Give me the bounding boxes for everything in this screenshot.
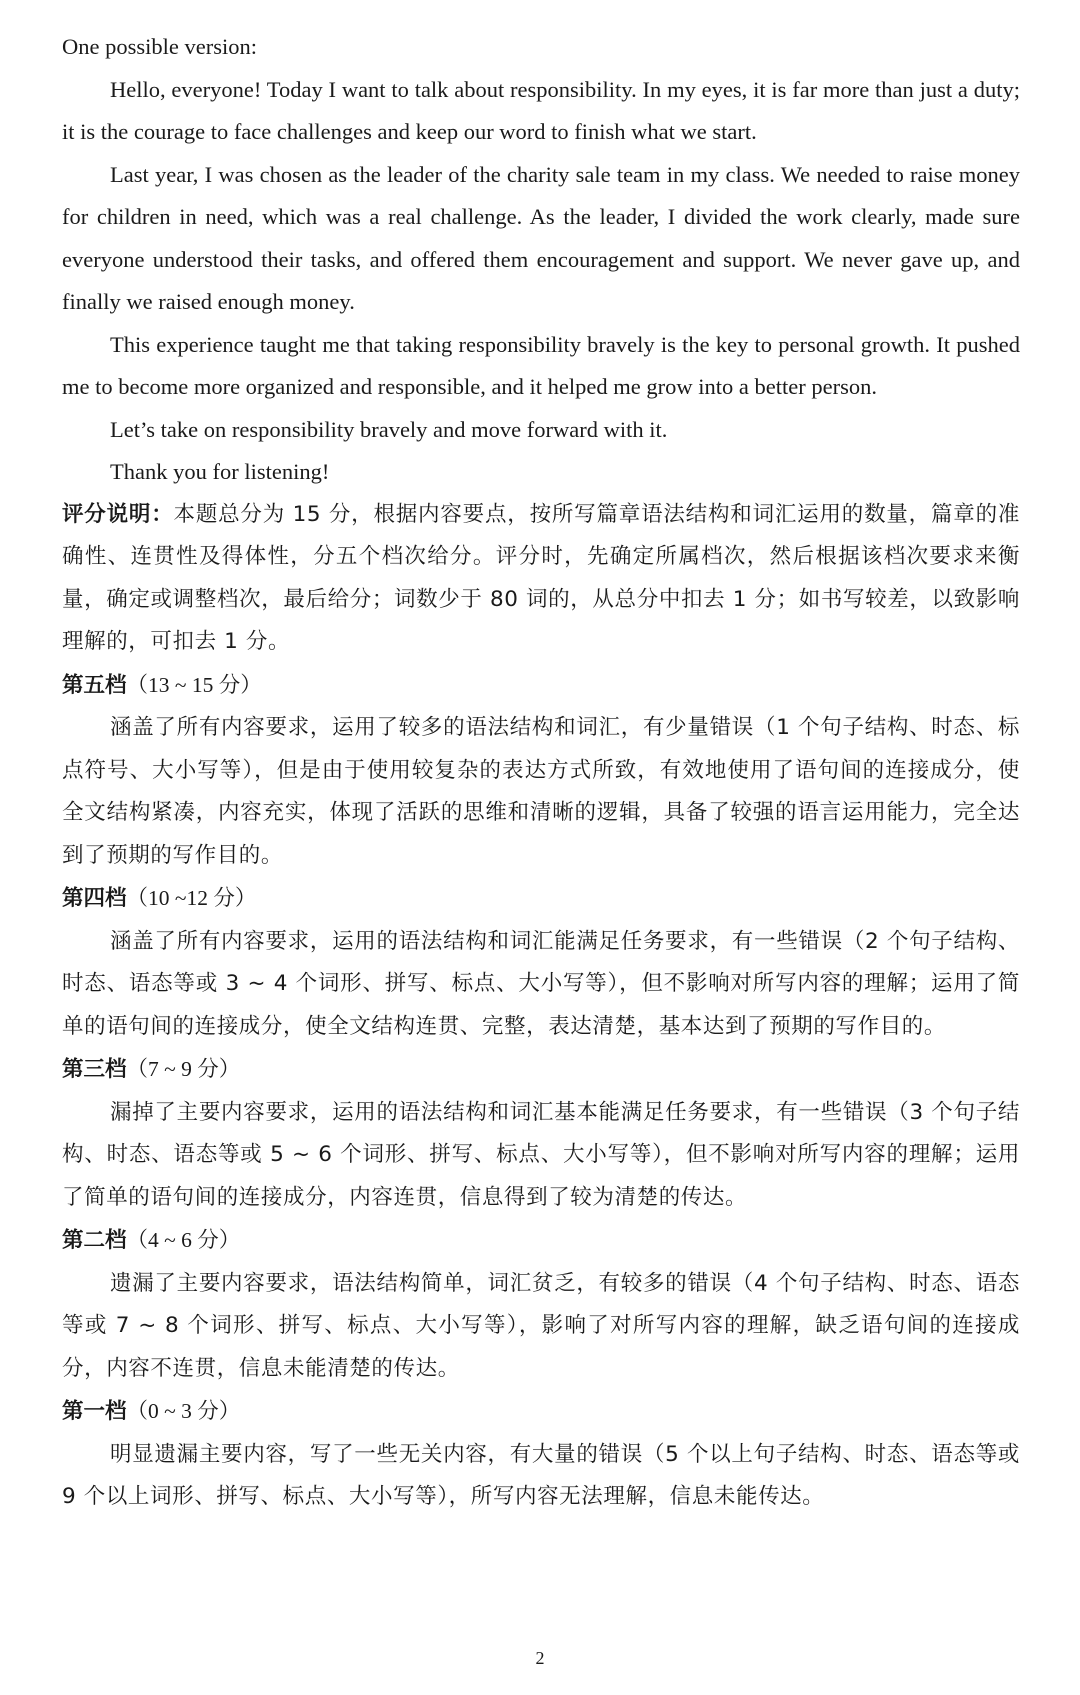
grade-range: （4 ~ 6 分） <box>126 1228 241 1252</box>
scoring-note-label: 评分说明： <box>62 501 174 527</box>
grade-title: 第五档 <box>62 672 127 698</box>
essay-intro-label: One possible version: <box>62 34 257 59</box>
essay-paragraph: This experience taught me that taking responsibility bravely is the key to personal growth. It pushed me to become more organized and responsible, and it helped me grow into a better person. <box>62 331 1020 399</box>
grade-description-3: 漏掉了主要内容要求，运用的语法结构和词汇基本能满足任务要求，有一些错误（3 个句子结构、时态、语态等或 5 ~ 6 个词形、拼写、标点、大小写等），但不影响对所写内容的理解；运用了简单的语句间的连接成分，内容连贯，信息得到了较为清楚的传达。 <box>62 1099 1020 1210</box>
grade-title: 第四档 <box>62 886 127 911</box>
scoring-note <box>62 494 1020 664</box>
grade-heading-1 <box>62 1390 1020 1434</box>
grade-description-4: 涵盖了所有内容要求，运用的语法结构和词汇能满足任务要求，有一些错误（2 个句子结构、时态、语态等或 3 ~ 4 个词形、拼写、标点、大小写等），但不影响对所写内容的理解；运用了简单的语句间的连接成分，使全文结构连贯、完整，表达清楚，基本达到了预期的写作目的。 <box>62 928 1020 1039</box>
grade-heading-2 <box>62 1219 1020 1263</box>
page-content <box>62 26 1020 1519</box>
grade-description-2: 遗漏了主要内容要求，语法结构简单，词汇贫乏，有较多的错误（4 个句子结构、时态、语态等或 7 ~ 8 个词形、拼写、标点、大小写等），影响了对所写内容的理解，缺乏语句间的连接成分，内容不连贯，信息未能清楚的传达。 <box>62 1270 1020 1381</box>
scoring-note-text: 本题总分为 15 分，根据内容要点，按所写篇章语法结构和词汇运用的数量，篇章的准确性、连贯性及得体性，分五个档次给分。评分时，先确定所属档次，然后根据该档次要求来衡量，确定或调整档次，最后给分；词数少于 80 词的，从总分中扣去 1 分；如书写较差，以致影响理解的，可扣去 1 分。 <box>62 501 1020 654</box>
grade-description-5: 涵盖了所有内容要求，运用了较多的语法结构和词汇，有少量错误（1 个句子结构、时态、标点符号、大小写等），但是由于使用较复杂的表达方式所致，有效地使用了语句间的连接成分，使全文结构紧凑，内容充实，体现了活跃的思维和清晰的逻辑，具备了较强的语言运用能力，完全达到了预期的写作目的。 <box>62 715 1020 868</box>
essay-paragraph: Hello, everyone! Today I want to talk about responsibility. In my eyes, it is far more than just a duty; it is the courage to face challenges and keep our word to finish what we start. <box>62 76 1020 144</box>
grade-title: 第三档 <box>62 1057 127 1082</box>
grade-range: （10 ~12 分） <box>126 886 257 910</box>
page-number: 2 <box>535 1648 545 1668</box>
grade-range: （7 ~ 9 分） <box>126 1057 241 1081</box>
essay-paragraph: Thank you for listening! <box>110 459 330 484</box>
grade-title: 第一档 <box>62 1399 127 1424</box>
grade-range: （0 ~ 3 分） <box>126 1399 241 1423</box>
grade-title: 第二档 <box>62 1228 127 1253</box>
grade-heading-4 <box>62 877 1020 921</box>
essay-paragraph: Let’s take on responsibility bravely and move forward with it. <box>110 416 668 442</box>
grade-heading-5 <box>62 664 1020 708</box>
grade-range: （13 ~ 15 分） <box>126 672 262 697</box>
grade-heading-3 <box>62 1048 1020 1092</box>
grade-description-1: 明显遗漏主要内容，写了一些无关内容，有大量的错误（5 个以上句子结构、时态、语态等或 9 个以上词形、拼写、标点、大小写等），所写内容无法理解，信息未能传达。 <box>62 1441 1020 1509</box>
essay-paragraph: Last year, I was chosen as the leader of the charity sale team in my class. We needed to raise money for children in need, which was a real challenge. As the leader, I divided the work clearly, made sure everyone understood their tasks, and offered them encouragement and support. We never gave up, and finally we raised enough money. <box>62 161 1020 314</box>
